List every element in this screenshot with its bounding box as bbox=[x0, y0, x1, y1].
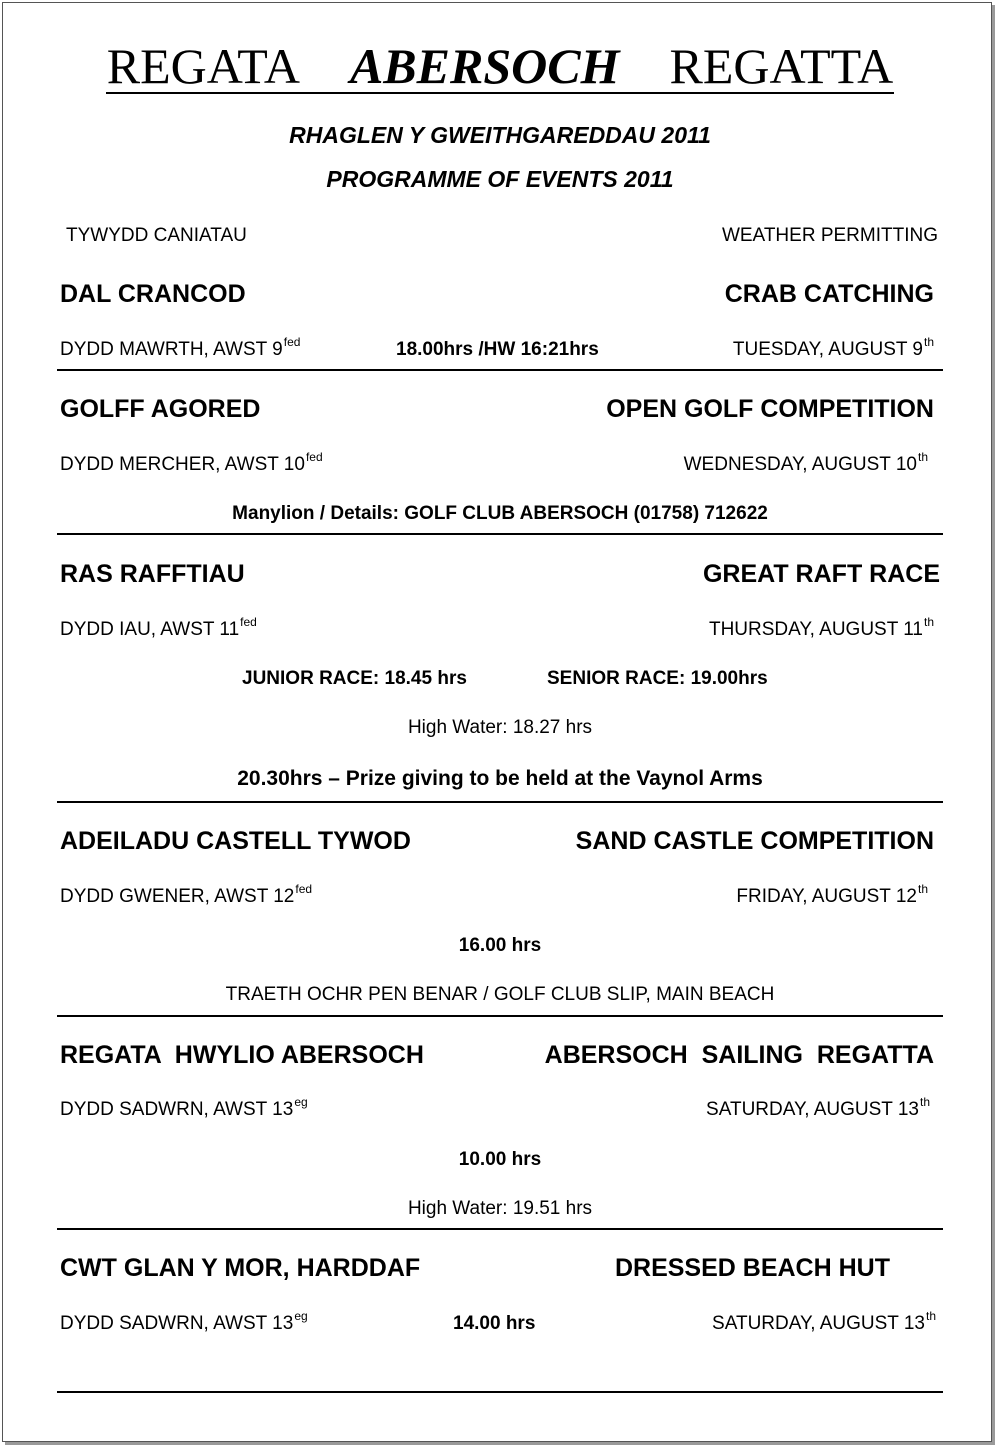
weather-welsh: TYWYDD CANIATAU bbox=[66, 225, 247, 246]
event-heading-welsh: RAS RAFFTIAU bbox=[60, 560, 245, 588]
event-details: Manylion / Details: GOLF CLUB ABERSOCH (01758) 712622 bbox=[232, 503, 768, 524]
event-heading-english: DRESSED BEACH HUT bbox=[614, 1254, 890, 1282]
event-date-english: SATURDAY, AUGUST 13th bbox=[706, 1095, 930, 1120]
event-heading-english: ABERSOCH SAILING REGATTA bbox=[544, 1041, 934, 1069]
title-abersoch: ABERSOCH bbox=[349, 38, 620, 94]
event-heading-welsh: ADEILADU CASTELL TYWOD bbox=[60, 827, 411, 855]
high-water: High Water: 18.27 hrs bbox=[407, 717, 593, 738]
event-location: TRAETH OCHR PEN BENAR / GOLF CLUB SLIP, MAIN BEACH bbox=[225, 984, 775, 1005]
event-date-english: SATURDAY, AUGUST 13th bbox=[712, 1309, 936, 1334]
event-heading-welsh: GOLFF AGORED bbox=[60, 395, 261, 423]
title-regatta: REGATTA bbox=[669, 38, 894, 94]
high-water: High Water: 19.51 hrs bbox=[407, 1198, 593, 1219]
event-date-english: THURSDAY, AUGUST 11th bbox=[708, 615, 934, 640]
event-time: 10.00 hrs bbox=[458, 1149, 542, 1170]
event-heading-welsh: REGATA HWYLIO ABERSOCH bbox=[60, 1041, 424, 1069]
section-divider bbox=[57, 1015, 943, 1017]
event-date-english: FRIDAY, AUGUST 12th bbox=[736, 882, 928, 907]
event-heading-welsh: DAL CRANCOD bbox=[60, 280, 246, 308]
event-date-english: WEDNESDAY, AUGUST 10th bbox=[683, 450, 928, 475]
event-date-english: TUESDAY, AUGUST 9th bbox=[732, 335, 934, 360]
event-date-welsh: DYDD IAU, AWST $11^{fed}$ bbox=[60, 615, 257, 640]
junior-race-time: JUNIOR RACE: 18.45 hrs bbox=[242, 668, 467, 689]
event-time: 16.00 hrs bbox=[458, 935, 542, 956]
weather-english: WEATHER PERMITTING bbox=[721, 225, 938, 246]
event-date-welsh: DYDD GWENER, AWST $12^{fed}$ bbox=[60, 882, 313, 907]
event-date-welsh: DYDD MERCHER, AWST $10^{fed}$ bbox=[60, 450, 323, 475]
event-date-welsh: DYDD SADWRN, AWST $13^{eg}$ bbox=[60, 1309, 308, 1334]
event-heading-english: CRAB CATCHING bbox=[724, 280, 934, 308]
subtitle-english: PROGRAMME OF EVENTS 2011 bbox=[326, 166, 674, 192]
event-date-welsh: DYDD SADWRN, AWST $13^{eg}$ bbox=[60, 1095, 308, 1120]
page-title bbox=[0, 36, 1000, 96]
title-regata: REGATA bbox=[106, 38, 300, 94]
senior-race-time: SENIOR RACE: 19.00hrs bbox=[547, 668, 768, 689]
event-heading-english: SAND CASTLE COMPETITION bbox=[575, 827, 934, 855]
section-divider bbox=[57, 1391, 943, 1393]
subtitle-welsh: RHAGLEN Y GWEITHGAREDDAU 2011 bbox=[289, 122, 711, 148]
event-heading-english: GREAT RAFT RACE bbox=[702, 560, 940, 588]
section-divider bbox=[57, 801, 943, 803]
event-heading-english: OPEN GOLF COMPETITION bbox=[606, 395, 934, 423]
event-date-welsh: DYDD MAWRTH, AWST $9^{fed}$ bbox=[60, 335, 301, 360]
prize-giving: 20.30hrs – Prize giving to be held at the Vaynol Arms bbox=[237, 767, 763, 790]
section-divider bbox=[57, 533, 943, 535]
section-divider bbox=[57, 1228, 943, 1230]
event-time: 14.00 hrs bbox=[453, 1313, 536, 1334]
event-heading-welsh: CWT GLAN Y MOR, HARDDAF bbox=[60, 1254, 421, 1282]
section-divider bbox=[57, 369, 943, 371]
event-time: 18.00hrs /HW 16:21hrs bbox=[396, 339, 599, 360]
